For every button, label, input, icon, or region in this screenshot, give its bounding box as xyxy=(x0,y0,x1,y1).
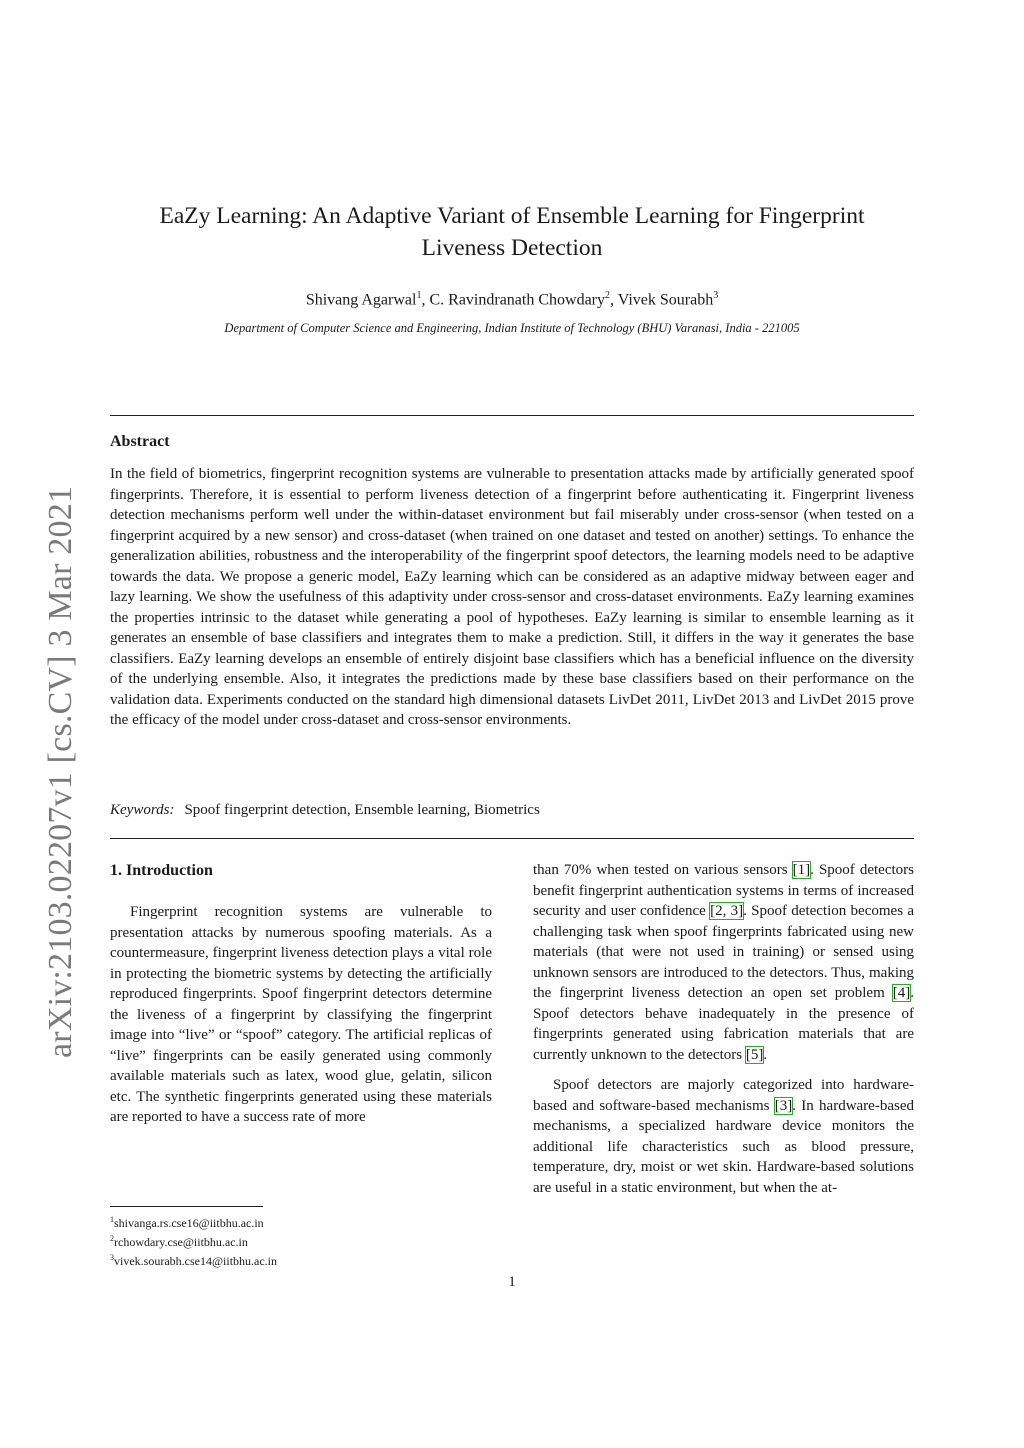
affiliation: Department of Computer Science and Engineering, Indian Institute of Technology (BHU) Varanasi, India - 221005 xyxy=(224,321,800,335)
author-separator: , xyxy=(421,291,430,309)
author-mark: 3 xyxy=(713,290,719,301)
footnotes xyxy=(110,1212,510,1269)
text-run: Spoof detectors are majorly categorized into hardware-based and software-based mechanisms xyxy=(533,1077,914,1114)
author-list xyxy=(110,290,914,309)
right-column xyxy=(533,860,914,1198)
abstract-heading: Abstract xyxy=(110,433,170,450)
intro-paragraph-continued xyxy=(533,860,914,1065)
keywords-label: Keywords: xyxy=(110,802,175,818)
footnote-item xyxy=(110,1212,510,1231)
author-mark: 1 xyxy=(416,290,422,301)
footnote-mark: 1 xyxy=(110,1215,114,1224)
citation-link[interactable]: [4] xyxy=(892,985,911,1001)
title-line-1: EaZy Learning: An Adaptive Variant of Ensemble Learning for Fingerprint xyxy=(159,203,865,229)
left-column xyxy=(110,860,492,1128)
text-run: than 70% when tested on various sensors xyxy=(533,862,793,878)
author-separator: , xyxy=(610,291,618,309)
footnote-email[interactable]: rchowdary.cse@iitbhu.ac.in xyxy=(114,1235,248,1249)
arxiv-identifier: arXiv:2103.02207v1 [cs.CV] 3 Mar 2021 xyxy=(42,485,79,1058)
keywords-text: Spoof fingerprint detection, Ensemble learning, Biometrics xyxy=(184,802,540,818)
page-number: 1 xyxy=(508,1274,516,1290)
text-run: . In hardware-based mechanisms, a specialized hardware device monitors the additional life characteristics such as blood pressure, temperature, dry, moist or wet skin. Hardware-based solutions are useful in a static environment, but when the at- xyxy=(533,1097,914,1196)
author-name: C. Ravindranath Chowdary xyxy=(429,291,605,309)
text-run: . Spoof detection becomes a challenging task when spoof fingerprints fabricated using new materials (that were not used in training) or sensed using unknown sensors are introduced to the detectors. Thus, making the fingerprint liveness detection an open set problem xyxy=(533,903,914,1001)
footnote-rule xyxy=(110,1206,263,1207)
footnote-email[interactable]: shivanga.rs.cse16@iitbhu.ac.in xyxy=(114,1216,264,1230)
citation-link[interactable]: [3] xyxy=(774,1097,793,1114)
abstract-bottom-rule xyxy=(110,838,914,839)
citation-link[interactable]: [2, 3] xyxy=(710,903,744,919)
paper-title xyxy=(110,200,914,264)
intro-paragraph-1: Fingerprint recognition systems are vulnerable to presentation attacks by numerous spoofing materials. As a countermeasure, fingerprint liveness detection plays a vital role in protecting the biometric systems by detecting the artificially reproduced fingerprints. Spoof fingerprint detectors determine the liveness of a fingerprint by classifying the fingerprint image into “live” or “spoof” category. The artificial replicas of “live” fingerprints can be easily generated using commonly available materials such as latex, wood glue, gelatin, silicon etc. The synthetic fingerprints generated using these materials are reported to have a success rate of more xyxy=(110,904,492,1125)
text-run: . Spoof detectors benefit fingerprint authentication systems in terms of increased security and user confidence xyxy=(533,862,914,919)
footnote-email[interactable]: vivek.sourabh.cse14@iitbhu.ac.in xyxy=(114,1254,278,1268)
intro-paragraph-2 xyxy=(533,1075,914,1198)
footnote-item xyxy=(110,1250,510,1269)
title-line-2: Liveness Detection xyxy=(421,235,603,261)
author-name: Shivang Agarwal xyxy=(305,291,417,309)
abstract-text: In the field of biometrics, fingerprint recognition systems are vulnerable to presentation attacks made by artificially generated spoof fingerprints. Therefore, it is essential to perform liveness detection of a fingerprint before authenticating it. Fingerprint liveness detection mechanisms perform well under the within-dataset environment but fail miserably under cross-sensor (when tested on a fingerprint acquired by a new sensor) and cross-dataset (when trained on one dataset and tested on another) settings. To enhance the generalization abilities, robustness and the interoperability of the fingerprint spoof detectors, the learning models need to be adaptive towards the data. We propose a generic model, EaZy learning which can be considered as an adaptive midway between eager and lazy learning. We show the usefulness of this adaptivity under cross-sensor and cross-dataset environments. EaZy learning examines the properties intrinsic to the dataset while generating a pool of hypotheses. EaZy learning is similar to ensemble learning as it generates an ensemble of base classifiers and integrates them to make a prediction. Still, it differs in the way it generates the base classifiers. EaZy learning develops an ensemble of entirely disjoint base classifiers which has a beneficial influence on the diversity of the underlying ensemble. Also, it integrates the predictions made by these base classifiers based on their performance on the validation data. Experiments conducted on the standard high dimensional datasets LivDet 2011, LivDet 2013 and LivDet 2015 prove the efficacy of the model under cross-dataset and cross-sensor environments. xyxy=(110,466,914,728)
section-heading-introduction: 1. Introduction xyxy=(110,862,213,879)
author-mark: 2 xyxy=(605,290,610,301)
citation-link[interactable]: [1] xyxy=(792,862,811,878)
abstract-top-rule xyxy=(110,415,914,416)
footnote-mark: 2 xyxy=(110,1234,114,1243)
footnote-item xyxy=(110,1231,510,1250)
author-name: Vivek Sourabh xyxy=(617,291,714,309)
footnote-mark: 3 xyxy=(110,1253,114,1262)
citation-link[interactable]: [5] xyxy=(745,1046,764,1063)
text-run: . Spoof detectors behave inadequately in the presence of fingerprints generated using fabrication materials that are currently unknown to the detectors xyxy=(533,985,914,1063)
text-run: . xyxy=(763,1046,768,1063)
keywords xyxy=(110,802,914,819)
